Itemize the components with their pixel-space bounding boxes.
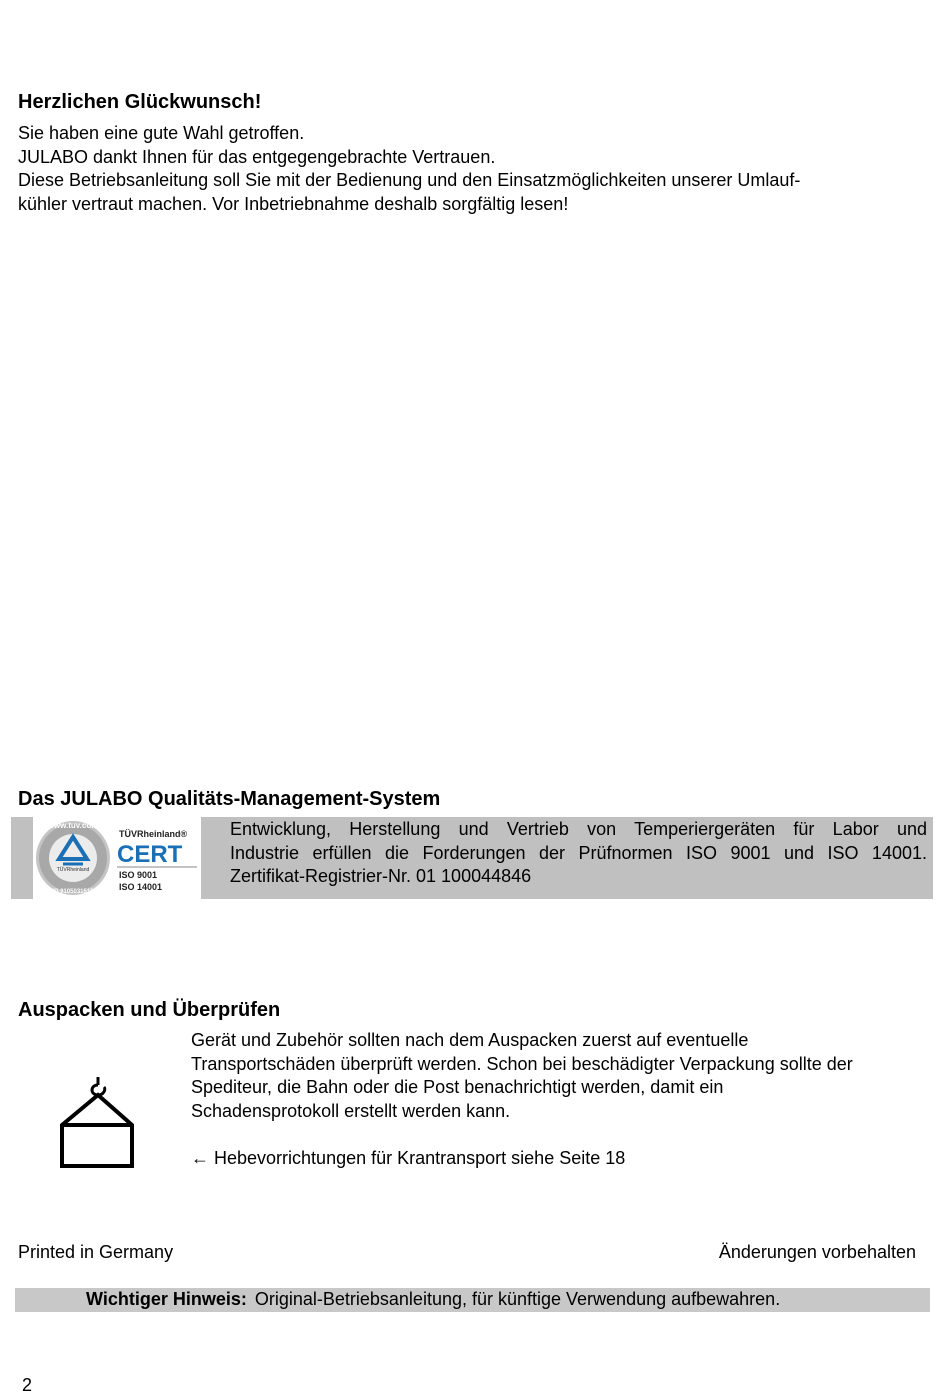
tuv-cert-logo (33, 817, 201, 899)
logo-iso-9001: ISO 9001 (119, 870, 158, 880)
qms-line: Industrie erfüllen die Forderungen der Prüfnormen ISO 9001 und ISO 14001. (230, 842, 927, 863)
important-note-text: Original-Betriebsanleitung, für künftige Verwendung aufbewahren. (254, 1289, 781, 1309)
printed-in-germany: Printed in Germany (18, 1242, 174, 1262)
unpack-line: Gerät und Zubehör sollten nach dem Auspacken zuerst auf eventuelle (191, 1030, 749, 1050)
unpack-line: Transportschäden überprüft werden. Schon bei beschädigter Verpackung sollte der (191, 1053, 853, 1074)
intro-line: JULABO dankt Ihnen für das entgegengebrachte Vertrauen. (18, 146, 496, 167)
qms-line: Entwicklung, Herstellung und Vertrieb von Temperiergeräten für Labor und (230, 819, 927, 839)
logo-ring-bottom: ID 9105031515 (52, 889, 94, 895)
qms-title: Das JULABO Qualitäts-Management-System (18, 788, 441, 810)
arrow-left-icon: ← (191, 1148, 209, 1168)
unpack-line: Schadensprotokoll erstellt werden kann. (191, 1100, 511, 1121)
crane-hook-icon (60, 1075, 136, 1176)
qms-line: Zertifikat-Registrier-Nr. 01 100044846 (230, 866, 532, 886)
unpack-paragraph (191, 1029, 931, 1123)
important-note-label: Wichtiger Hinweis: (86, 1289, 247, 1309)
intro-line: kühler vertraut machen. Vor Inbetriebnahme deshalb sorgfältig lesen! (18, 193, 569, 214)
logo-cert: CERT (117, 841, 183, 868)
unpack-line: Spediteur, die Bahn oder die Post benachrichtigt werden, damit ein (191, 1077, 724, 1097)
logo-ring-top: www.tuv.com (47, 821, 99, 830)
changes-reserved: Änderungen vorbehalten (718, 1242, 916, 1262)
unpack-title: Auspacken und Überprüfen (18, 999, 281, 1021)
page-number: 2 (22, 1375, 33, 1395)
logo-brand: TÜVRheinland® (119, 829, 188, 839)
hoist-note (191, 1147, 625, 1171)
logo-iso-14001: ISO 14001 (119, 882, 163, 892)
intro-paragraph (18, 122, 918, 216)
hoist-note-text: Hebevorrichtungen für Krantransport siehe Seite 18 (214, 1148, 626, 1168)
intro-line: Diese Betriebsanleitung soll Sie mit der Bedienung und den Einsatzmöglichkeiten unserer Umlauf- (18, 170, 801, 190)
important-note (86, 1288, 780, 1312)
qms-paragraph (230, 818, 927, 889)
intro-line: Sie haben eine gute Wahl getroffen. (18, 123, 305, 143)
qms-band-left (11, 817, 33, 899)
congrats-title: Herzlichen Glückwunsch! (18, 91, 262, 113)
logo-ring-inner: TÜVRheinland (56, 867, 90, 873)
